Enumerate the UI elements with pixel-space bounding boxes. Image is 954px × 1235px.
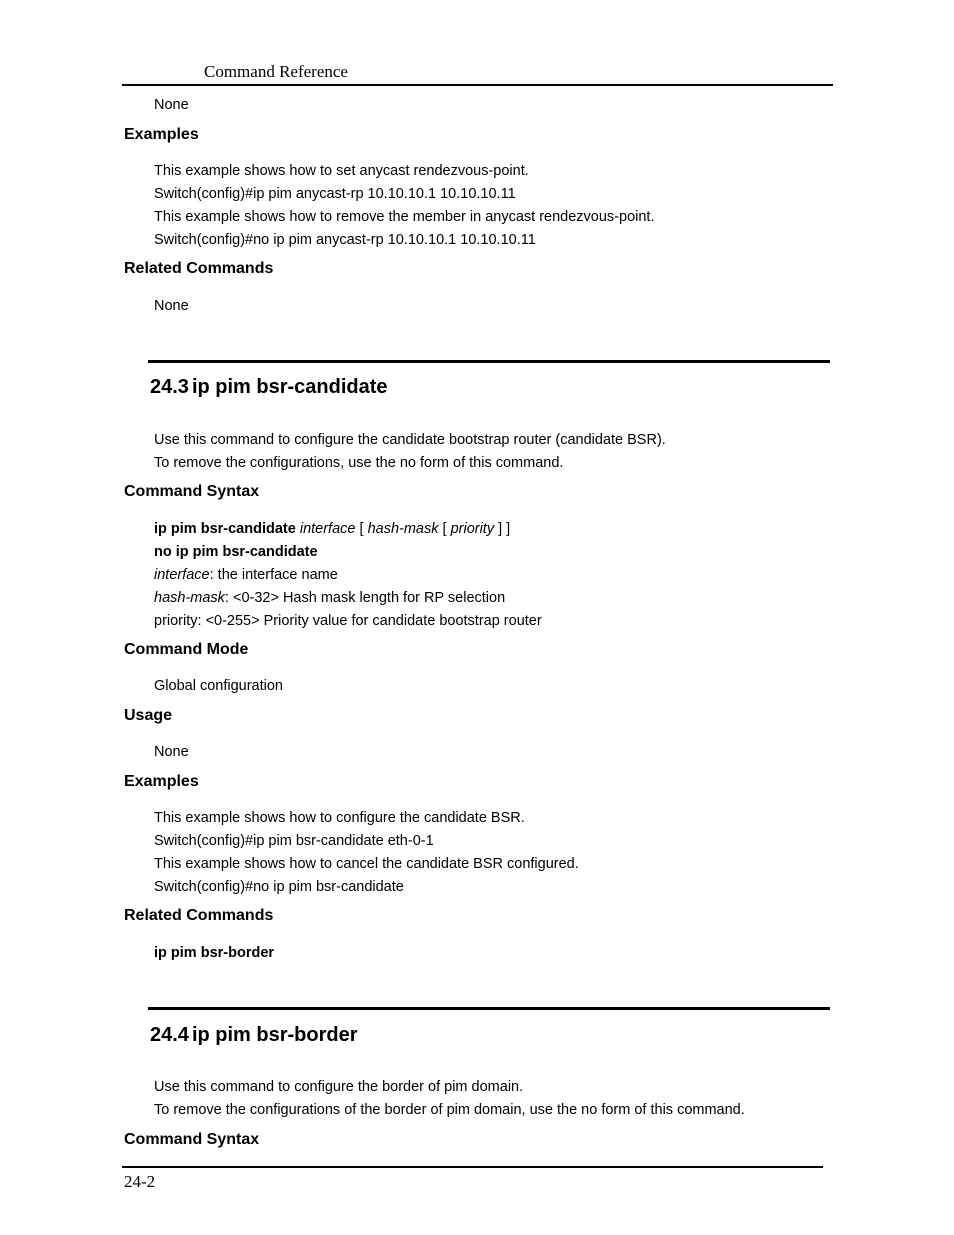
example-line: Switch(config)#ip pim bsr-candidate eth-0-1 bbox=[154, 833, 434, 849]
section-title: ip pim bsr-border bbox=[191, 1024, 358, 1046]
param-desc: : the interface name bbox=[209, 567, 338, 583]
section-rule bbox=[148, 1007, 830, 1010]
syntax-arg-interface: interface bbox=[299, 521, 356, 537]
usage-label: Usage bbox=[124, 707, 173, 724]
running-header-title: Command Reference bbox=[204, 62, 348, 81]
example-line: Switch(config)#ip pim anycast-rp 10.10.10.1 10.10.10.11 bbox=[154, 186, 516, 202]
command-mode-label: Command Mode bbox=[124, 641, 249, 658]
usage-value: None bbox=[154, 744, 189, 760]
param-desc: : <0-32> Hash mask length for RP selection bbox=[224, 590, 506, 606]
section-rule bbox=[148, 360, 830, 363]
command-mode-value: Global configuration bbox=[154, 678, 283, 694]
default-value: None bbox=[154, 97, 189, 113]
syntax-no-form: no ip pim bsr-candidate bbox=[154, 544, 318, 560]
example-line: Switch(config)#no ip pim bsr-candidate bbox=[154, 879, 404, 895]
syntax-arg-priority: priority bbox=[450, 521, 495, 537]
command-syntax-label: Command Syntax bbox=[124, 1131, 260, 1148]
header-rule bbox=[122, 84, 833, 86]
section-number: 24.4 bbox=[150, 1024, 189, 1046]
syntax-bracket: [ bbox=[442, 521, 447, 537]
param-name: interface bbox=[154, 567, 210, 583]
syntax-command: ip pim bsr-candidate bbox=[154, 521, 296, 537]
section-heading-24-4 bbox=[150, 1024, 358, 1047]
section-number: 24.3 bbox=[150, 376, 189, 398]
syntax-bracket: ] ] bbox=[498, 521, 511, 537]
related-commands-label: Related Commands bbox=[124, 260, 274, 277]
description-line: To remove the configurations, use the no form of this command. bbox=[154, 455, 564, 471]
examples-label: Examples bbox=[124, 773, 199, 790]
example-line: This example shows how to cancel the candidate BSR configured. bbox=[154, 856, 579, 872]
param-interface bbox=[154, 567, 338, 583]
description-line: To remove the configurations of the border of pim domain, use the no form of this command. bbox=[154, 1102, 745, 1118]
related-command-link: ip pim bsr-border bbox=[154, 945, 275, 961]
footer-rule bbox=[122, 1166, 823, 1168]
description-line: Use this command to configure the border of pim domain. bbox=[154, 1079, 524, 1095]
syntax-bracket: [ bbox=[359, 521, 364, 537]
param-priority: priority: <0-255> Priority value for candidate bootstrap router bbox=[154, 613, 542, 629]
example-line: This example shows how to configure the candidate BSR. bbox=[154, 810, 525, 826]
command-syntax-label: Command Syntax bbox=[124, 483, 260, 500]
page-number: 24-2 bbox=[124, 1172, 156, 1191]
param-name: hash-mask bbox=[154, 590, 225, 606]
syntax-arg-hash-mask: hash-mask bbox=[367, 521, 439, 537]
related-commands-label: Related Commands bbox=[124, 907, 274, 924]
section-title: ip pim bsr-candidate bbox=[191, 376, 388, 398]
example-line: Switch(config)#no ip pim anycast-rp 10.10.10.1 10.10.10.11 bbox=[154, 232, 536, 248]
description-line: Use this command to configure the candidate bootstrap router (candidate BSR). bbox=[154, 432, 666, 448]
examples-label: Examples bbox=[124, 126, 199, 143]
section-heading-24-3 bbox=[150, 376, 388, 399]
syntax-line bbox=[154, 521, 510, 537]
related-commands-value: None bbox=[154, 298, 189, 314]
example-line: This example shows how to set anycast rendezvous-point. bbox=[154, 163, 529, 179]
example-line: This example shows how to remove the member in anycast rendezvous-point. bbox=[154, 209, 655, 225]
param-hash-mask bbox=[154, 590, 505, 606]
